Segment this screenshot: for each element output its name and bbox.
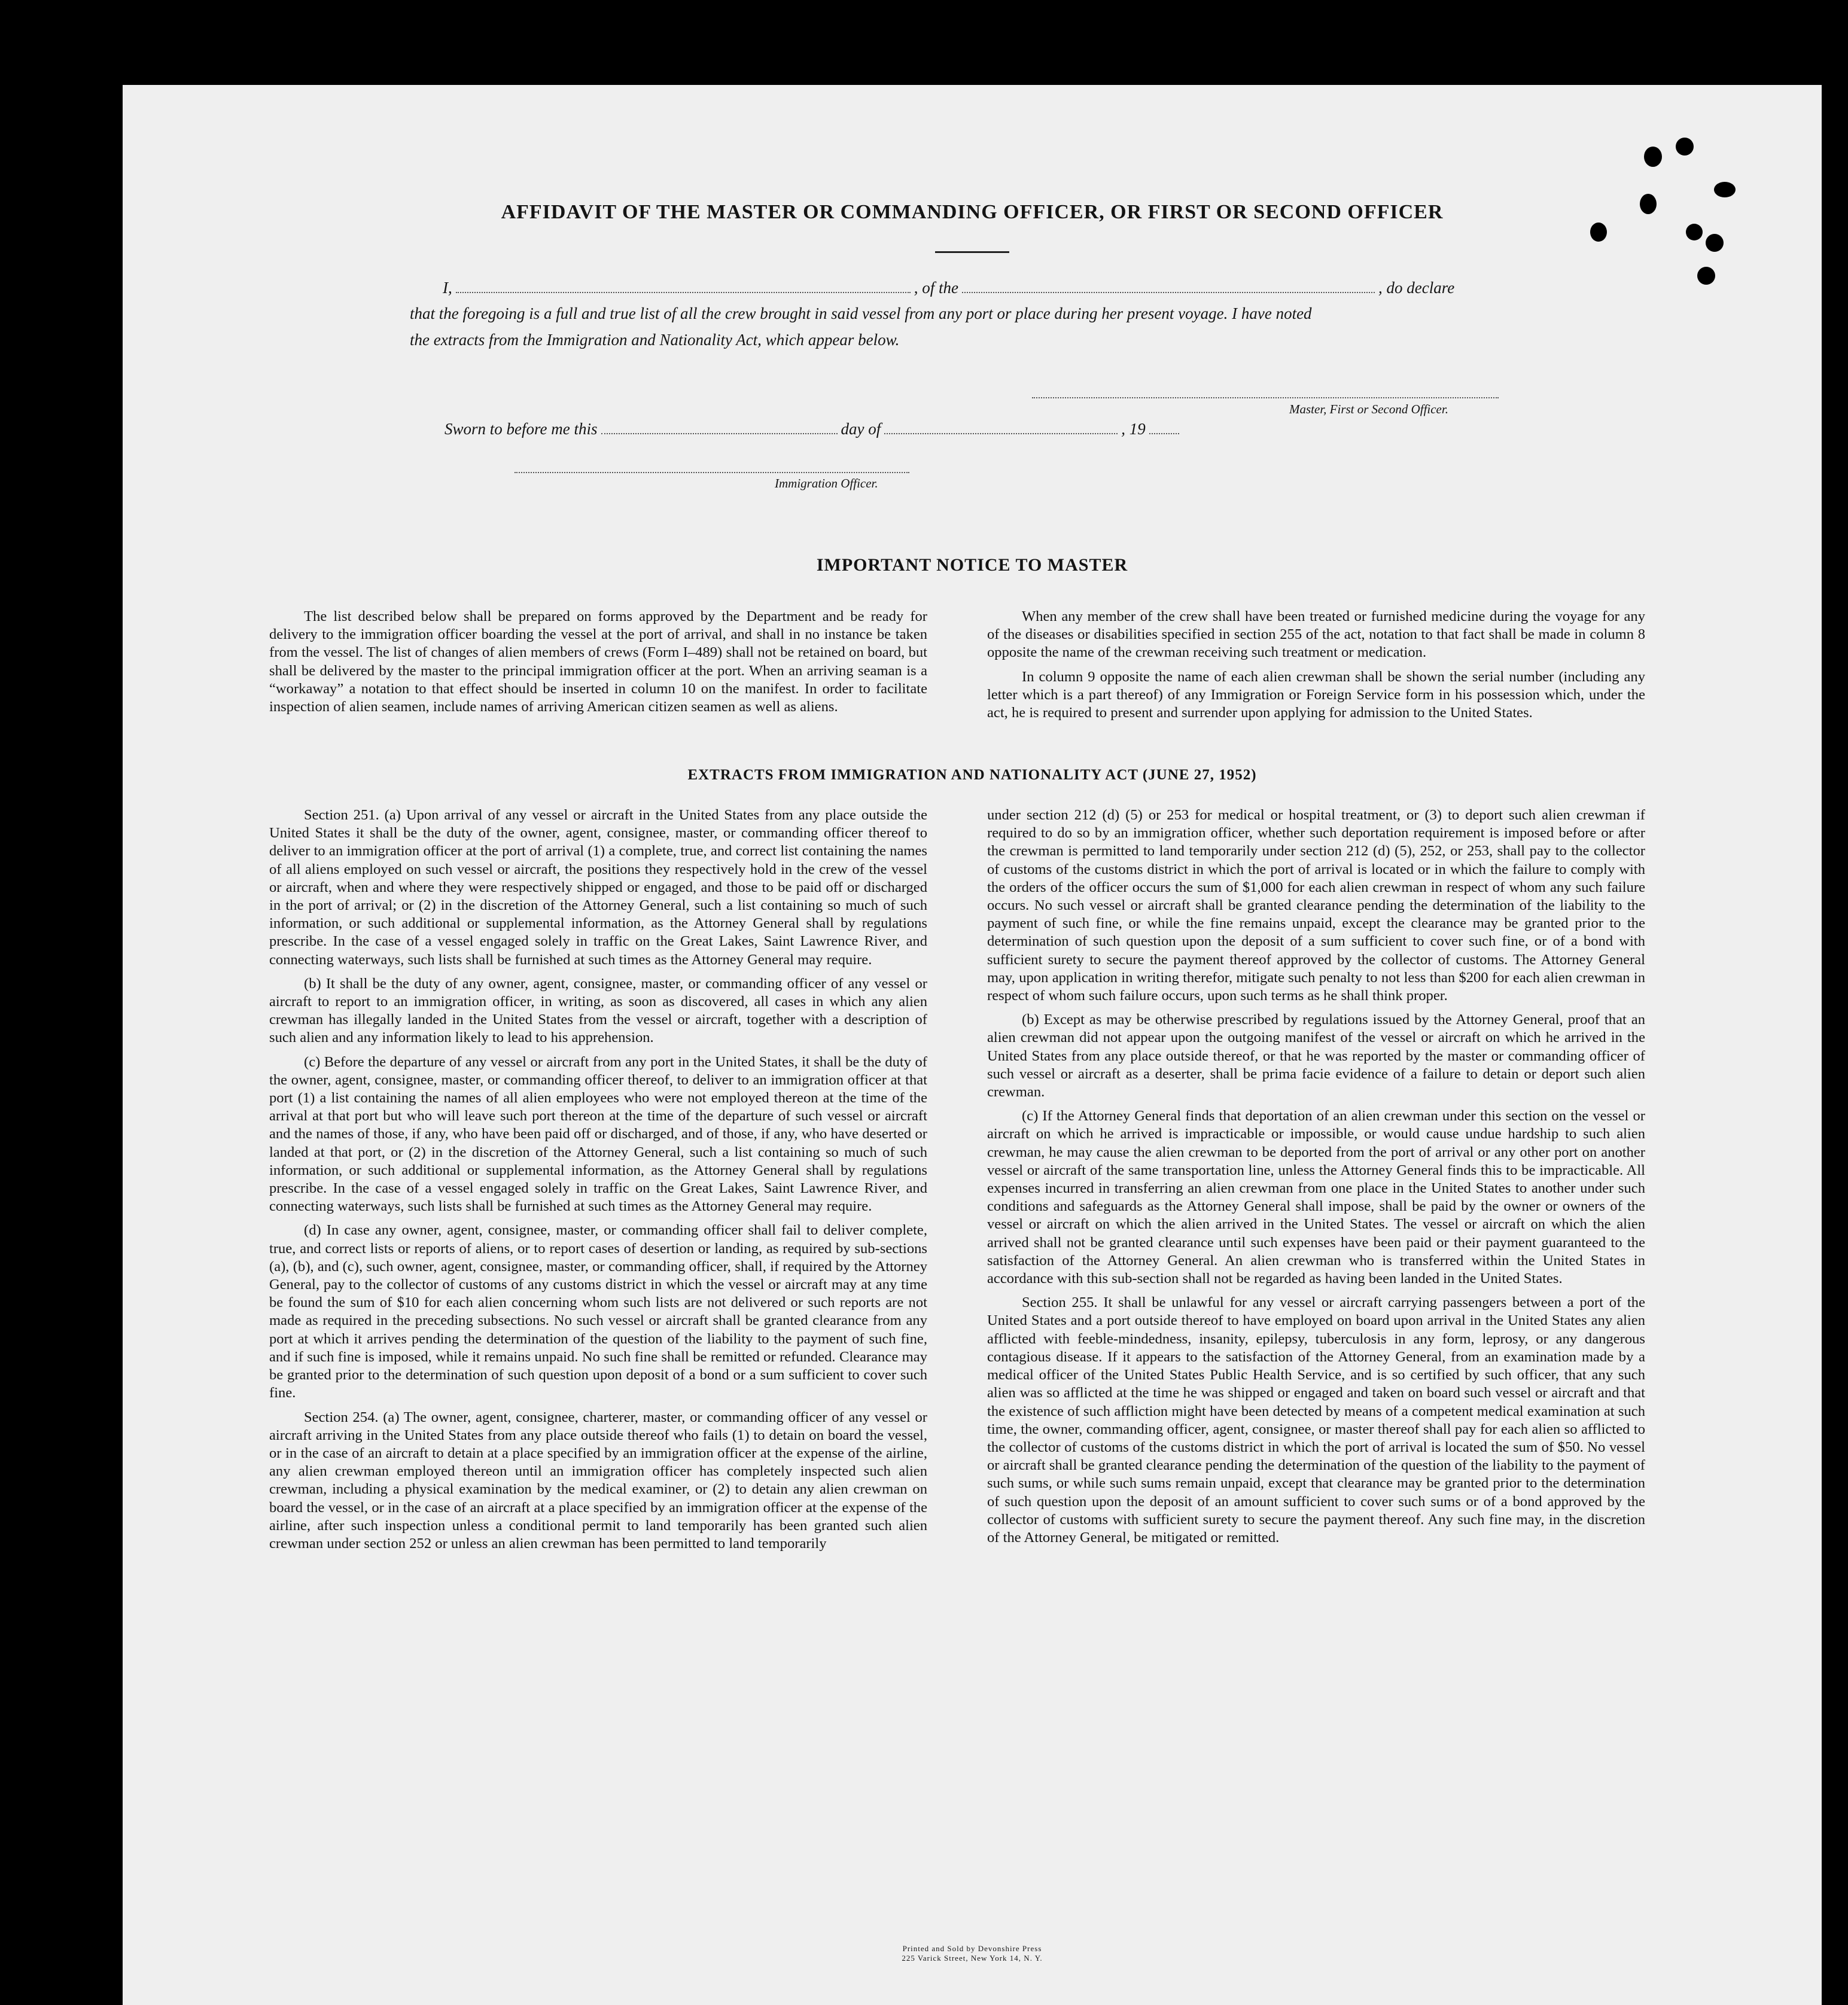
master-signature-line[interactable] <box>1032 397 1499 398</box>
affidavit-title: AFFIDAVIT OF THE MASTER OR COMMANDING OFFICER, OR FIRST OR SECOND OFFICER <box>501 201 1444 223</box>
officer-signature-line[interactable] <box>514 472 909 473</box>
declaration-line <box>443 279 1454 297</box>
section-paragraph: Section 251. (a) Upon arrival of any vessel or aircraft in the United States from any place outside the United States it shall be the duty of the owner, agent, consignee, master, or commanding officer thereof to deliver to an immigration officer at the port of arrival (1) a complete, true, and correct list containing the names of all aliens employed on such vessel or aircraft, the positions they respectively hold in the crew of the vessel or aircraft, when and where they were respectively shipped or engaged, and those to be paid off or discharged in the port of arrival; or (2) in the discretion of the Attorney General, such a list containing so much of such information, or such additional or supplemental information, as the Attorney General shall by regulations prescribe. In the case of a vessel engaged solely in traffic on the Great Lakes, Saint Lawrence River, and connecting waterways, such lists shall be furnished at such times as the Attorney General may require. <box>269 807 927 968</box>
title-divider <box>935 251 1009 253</box>
notice-paragraph: When any member of the crew shall have been treated or furnished medicine during the voyage for any of the diseases or disabilities specified in section 255 of the act, notation to that fact shall be made in column 8 opposite the name of the crewman receiving such treatment or medication. <box>987 608 1645 661</box>
imprint-line: Printed and Sold by Devonshire Press <box>902 1944 1042 1953</box>
punch-hole <box>1706 234 1724 252</box>
extracts-title: EXTRACTS FROM IMMIGRATION AND NATIONALITY ACT (JUNE 27, 1952) <box>687 767 1257 783</box>
year-label: , 19 <box>1121 420 1146 438</box>
printer-imprint <box>123 1944 1822 1963</box>
declaration-of-the: , of the <box>914 279 958 297</box>
section-paragraph: (b) It shall be the duty of any owner, agent, consignee, master, or commanding officer of any vessel or aircraft to report to an immigration officer, in writing, as soon as discovered, all cases in which any alien crewman has illegally landed in the United States from the vessel or aircraft, together with a description of such alien and any information likely to lead to his apprehension. <box>269 975 927 1046</box>
notice-paragraph: In column 9 opposite the name of each alien crewman shall be shown the serial number (including any letter which is a part thereof) of any Immigration or Foreign Service form in his possession which, under the act, he is required to present and surrender upon applying for admission to the United States. <box>987 668 1645 721</box>
punch-hole <box>1644 147 1662 167</box>
name-field[interactable] <box>456 291 911 293</box>
vessel-field[interactable] <box>962 291 1375 293</box>
punch-hole <box>1686 224 1703 240</box>
imprint-line: 225 Varick Street, New York 14, N. Y. <box>902 1954 1043 1963</box>
notice-left-column <box>269 608 927 722</box>
sworn-year-field[interactable] <box>1149 432 1179 434</box>
notice-paragraph: The list described below shall be prepared on forms approved by the Department and be ready for delivery to the immigration officer boarding the vessel at the port of arrival, and shall in no instance be taken from the vessel. The list of changes of alien members of crews (Form I–489) shall not be retained on board, but shall be delivered by the master to the principal immigration officer at the port. When an arriving seaman is a “workaway” a notation to that effect should be inserted in column 10 on the manifest. In order to facilitate inspection of alien seamen, include names of arriving American citizen seamen as well as aliens. <box>269 608 927 715</box>
section-paragraph: (c) If the Attorney General finds that deportation of an alien crewman under this section on the vessel or aircraft on which he arrived is impracticable or impossible, or would cause undue hardship to such alien crewman, he may cause the alien crewman to be deported from the port of arrival or any other port on another vessel or aircraft of the same transportation line, unless the Attorney General finds this to be impracticable. All expenses incurred in transferring an alien crewman from one place in the United States to another under such conditions and safeguards as the Attorney General shall impose, shall be paid by the owner or owners of the vessel or aircraft on which the alien arrived in the United States. The vessel or aircraft on which the alien arrived shall not be granted clearance until such expenses have been paid or their payment guaranteed to the satisfaction of the Attorney General. An alien crewman who is transferred within the United States in accordance with this sub-section shall not be regarded as having been landed in the United States. <box>987 1108 1645 1287</box>
punch-hole <box>1676 138 1694 156</box>
extracts-left-column <box>269 806 927 1559</box>
sworn-day-field[interactable] <box>601 432 838 434</box>
declaration-i: I, <box>443 279 452 297</box>
declaration-text-line: that the foregoing is a full and true list of all the crew brought in said vessel from any port or place during her present voyage. I have noted <box>410 304 1312 322</box>
notice-title: IMPORTANT NOTICE TO MASTER <box>816 555 1128 575</box>
section-paragraph: Section 254. (a) The owner, agent, consignee, charterer, master, or commanding officer of any vessel or aircraft arriving in the United States from any place outside thereof who fails (1) to detain on board the vessel, or in the case of an aircraft to detain at a place specified by an immigration officer at the expense of the airline, any alien crewman employed thereon until an immigration officer has completely inspected such alien crewman, including a physical examination by the medical examiner, or (2) to detain any alien crewman on board the vessel, or in the case of an aircraft at a place specified by an immigration officer at the expense of the airline, after such inspection unless a conditional permit to land temporarily has been granted such alien crewman under section 252 or unless an alien crewman has been permitted to land temporarily <box>269 1409 927 1552</box>
document-page <box>123 85 1822 2005</box>
punch-hole <box>1697 267 1715 285</box>
declaration-text-line: the extracts from the Immigration and Nationality Act, which appear below. <box>410 331 900 349</box>
declaration-do-declare: , do declare <box>1378 279 1455 297</box>
sworn-line <box>445 420 1183 438</box>
section-paragraph: (d) In case any owner, agent, consignee, master, or commanding officer shall fail to deliver complete, true, and correct lists or reports of aliens, or to report cases of desertion or landing, as required by sub-sections (a), (b), and (c), such owner, agent, consignee, master, or commanding officer, shall, if required by the Attorney General, pay to the collector of customs of any customs district in which the vessel or aircraft may at any time be found the sum of $10 for each alien concerning whom such lists are not delivered or such reports are not made as required in the preceding subsections. No such vessel or aircraft shall be granted clearance from any port at which it arrives pending the determination of the question of the liability to the payment of such fine, and if such fine is imposed, while it remains unpaid. No such fine shall be remitted or refunded. Clearance may be granted prior to the determination of such question upon deposit of a bond or a sum sufficient to cover such fine. <box>269 1222 927 1401</box>
punch-hole <box>1590 223 1607 242</box>
sworn-label: Sworn to before me this <box>445 420 598 438</box>
punch-hole <box>1714 182 1736 197</box>
section-paragraph: (c) Before the departure of any vessel or aircraft from any port in the United States, it shall be the duty of the owner, agent, consignee, master, or commanding officer thereof, to deliver to an immigration officer at that port (1) a list containing the names of all alien employees who were not employed thereon at the time of the arrival at that port but who will leave such port thereon at the time of the departure of such vessel or aircraft and the names of those, if any, who have been paid off or discharged, and of those, if any, who have deserted or landed at that port, or (2) in the discretion of the Attorney General, such a list containing so much of such information, or such additional or supplemental information, as the Attorney General shall by regulations prescribe. In the case of a vessel engaged solely in traffic on the Great Lakes, Saint Lawrence River, and connecting waterways, such lists shall be furnished at such times as the Attorney General may require. <box>269 1053 927 1215</box>
extracts-right-column <box>987 806 1645 1553</box>
section-paragraph: Section 255. It shall be unlawful for any vessel or aircraft carrying passengers between a port of the United States and a port outside thereof to have employed on board upon arrival in the United States any alien afflicted with feeble-mindedness, insanity, epilepsy, tuberculosis in any form, leprosy, or any dangerous contagious disease. If it appears to the satisfaction of the Attorney General, from an examination made by a medical officer of the United States Public Health Service, and is so certified by such officer, that any such alien was so afflicted at the time he was shipped or engaged and taken on board such vessel or aircraft and that the existence of such affliction might have been detected by means of a competent medical examination at such time, the owner, commanding officer, agent, consignee, or master thereof shall pay for each alien so afflicted to the collector of customs of the customs district in which the port of arrival is located the sum of $50. No vessel or aircraft shall be granted clearance pending the determination of the question of the liability to the payment of such sums, or while such sums remain unpaid, except that clearance may be granted prior to the determination of such question upon the deposit of an amount sufficient to cover such sums or of a bond approved by the collector of customs with sufficient surety to secure the payment thereof. Any such fine may, in the discretion of the Attorney General, be mitigated or remitted. <box>987 1294 1645 1546</box>
day-of-label: day of <box>841 420 881 438</box>
section-paragraph: under section 212 (d) (5) or 253 for medical or hospital treatment, or (3) to deport such alien crewman if required to do so by an immigration officer, whether such deportation requirement is imposed before or after the crewman is permitted to land temporarily under section 212 (d) (5), 252, or 253, shall pay to the collector of customs of the customs district in which the port of arrival is located or in which the failure to comply with the orders of the officer occurs the sum of $1,000 for each alien crewman in respect of whom any such failure occurs. No such vessel or aircraft shall be granted clearance pending the determination of the liability to the payment of such fine, or while the fine remains unpaid, except the clearance may be granted prior to the determination of such question upon the deposit of a sum sufficient to cover such fine, or of a bond with sufficient surety to secure the payment thereof approved by the collector of customs. The Attorney General may, upon application in writing therefor, mitigate such penalty to not less than $200 for each alien crewman in respect of whom such failure occurs, upon such terms as he shall think proper. <box>987 807 1645 1004</box>
officer-caption: Immigration Officer. <box>775 476 878 490</box>
notice-right-column <box>987 608 1645 728</box>
master-caption: Master, First or Second Officer. <box>1289 402 1448 416</box>
section-paragraph: (b) Except as may be otherwise prescribed by regulations issued by the Attorney General, proof that an alien crewman did not appear upon the outgoing manifest of the vessel or aircraft on which he arrived in the United States from any place outside thereof, or that he was reported by the master or commanding officer of such vessel or aircraft as a deserter, shall be prima facie evidence of a failure to detain or deport such alien crewman. <box>987 1011 1645 1101</box>
sworn-month-field[interactable] <box>884 432 1118 434</box>
